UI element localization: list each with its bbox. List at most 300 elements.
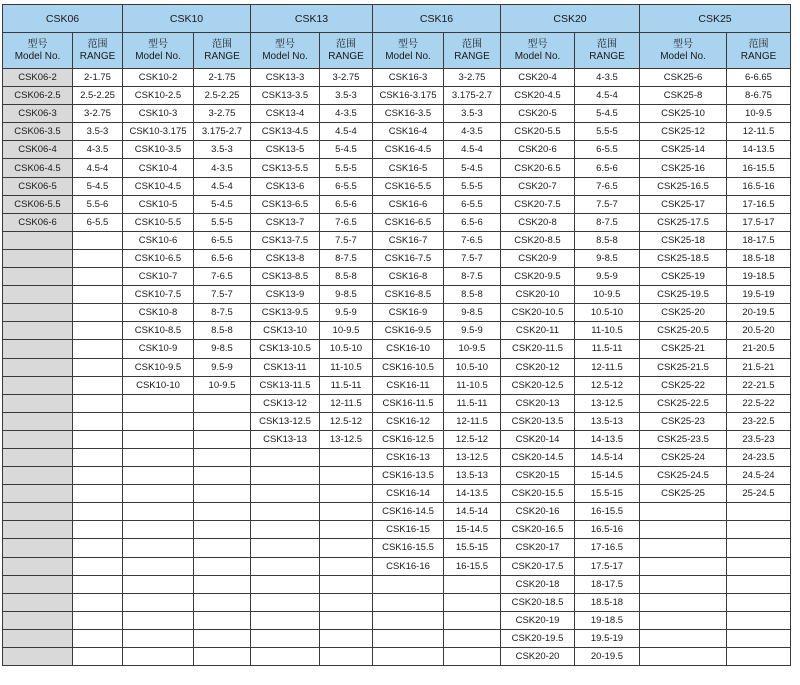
model-cell: CSK16-9 [373, 304, 444, 322]
range-cell: 3.5-3 [320, 87, 373, 105]
empty-cell [3, 485, 73, 503]
range-cell: 9-8.5 [194, 340, 251, 358]
range-cell: 5-4.5 [444, 159, 501, 177]
range-cell: 12-11.5 [320, 394, 373, 412]
model-cell: CSK20-9 [501, 249, 575, 267]
model-cell: CSK10-2 [123, 69, 194, 87]
table-row [3, 593, 791, 611]
empty-cell [727, 611, 791, 629]
empty-cell [251, 575, 320, 593]
empty-cell [640, 503, 727, 521]
range-cell: 22.5-22 [727, 394, 791, 412]
range-cell: 6.5-6 [320, 195, 373, 213]
range-cell: 8-7.5 [194, 304, 251, 322]
model-cell: CSK20-11 [501, 322, 575, 340]
empty-cell [3, 430, 73, 448]
model-cell: CSK13-9.5 [251, 304, 320, 322]
empty-cell [320, 485, 373, 503]
empty-cell [194, 593, 251, 611]
range-cell: 6-5.5 [320, 177, 373, 195]
range-cell: 7.5-7 [194, 286, 251, 304]
model-cell: CSK25-16 [640, 159, 727, 177]
model-cell: CSK06-4.5 [3, 159, 73, 177]
model-cell: CSK25-8 [640, 87, 727, 105]
model-cell: CSK20-8.5 [501, 231, 575, 249]
empty-cell [3, 286, 73, 304]
group-header-csk06: CSK06 [3, 5, 123, 33]
range-cell: 12.5-12 [320, 412, 373, 430]
model-cell: CSK20-5 [501, 105, 575, 123]
model-cell: CSK20-17 [501, 539, 575, 557]
model-cell: CSK16-11 [373, 376, 444, 394]
range-cell: 4.5-4 [320, 123, 373, 141]
empty-cell [320, 611, 373, 629]
empty-cell [73, 376, 123, 394]
table-row [3, 322, 791, 340]
table-row [3, 376, 791, 394]
empty-cell [3, 575, 73, 593]
empty-cell [73, 304, 123, 322]
model-cell: CSK20-16.5 [501, 521, 575, 539]
model-cell: CSK10-9 [123, 340, 194, 358]
range-cell: 4-3.5 [575, 69, 640, 87]
range-cell: 4-3.5 [444, 123, 501, 141]
table-row [3, 539, 791, 557]
empty-cell [73, 521, 123, 539]
empty-cell [194, 503, 251, 521]
model-cell: CSK25-25 [640, 485, 727, 503]
empty-cell [194, 467, 251, 485]
range-cell: 4.5-4 [575, 87, 640, 105]
model-cell: CSK13-4.5 [251, 123, 320, 141]
table-row [3, 159, 791, 177]
empty-cell [194, 557, 251, 575]
model-cell: CSK20-4.5 [501, 87, 575, 105]
range-cell: 8.5-8 [194, 322, 251, 340]
empty-cell [373, 593, 444, 611]
range-header-en: RANGE [328, 50, 364, 62]
range-cell: 21-20.5 [727, 340, 791, 358]
empty-cell [123, 539, 194, 557]
range-cell: 11.5-11 [320, 376, 373, 394]
empty-cell [3, 358, 73, 376]
model-cell: CSK25-20 [640, 304, 727, 322]
range-cell: 9-8.5 [320, 286, 373, 304]
model-cell: CSK25-24.5 [640, 467, 727, 485]
model-cell: CSK20-7.5 [501, 195, 575, 213]
empty-cell [3, 376, 73, 394]
empty-cell [3, 539, 73, 557]
range-cell: 18-17.5 [727, 231, 791, 249]
range-cell: 3-2.75 [320, 69, 373, 87]
empty-cell [73, 629, 123, 647]
empty-cell [251, 521, 320, 539]
model-cell: CSK20-16 [501, 503, 575, 521]
range-cell: 16.5-16 [727, 177, 791, 195]
empty-cell [444, 629, 501, 647]
range-cell: 4-3.5 [73, 141, 123, 159]
range-cell: 2-1.75 [73, 69, 123, 87]
range-cell: 19.5-19 [727, 286, 791, 304]
range-cell: 15.5-15 [444, 539, 501, 557]
table-row [3, 467, 791, 485]
model-cell: CSK16-12.5 [373, 430, 444, 448]
range-cell: 25-24.5 [727, 485, 791, 503]
range-cell: 10-9.5 [444, 340, 501, 358]
range-cell: 19.5-19 [575, 629, 640, 647]
range-header-en: RANGE [79, 50, 116, 62]
model-cell: CSK16-4.5 [373, 141, 444, 159]
model-cell: CSK16-13 [373, 448, 444, 466]
empty-cell [444, 611, 501, 629]
model-header-en: Model No. [135, 50, 181, 62]
range-cell: 10-9.5 [320, 322, 373, 340]
range-cell: 12.5-12 [444, 430, 501, 448]
range-cell: 6.5-6 [194, 249, 251, 267]
range-cell: 2-1.75 [194, 69, 251, 87]
model-cell: CSK20-9.5 [501, 268, 575, 286]
range-cell: 8-7.5 [444, 268, 501, 286]
model-cell: CSK25-23 [640, 412, 727, 430]
range-cell: 9.5-9 [320, 304, 373, 322]
table-row [3, 213, 791, 231]
model-header-cn: 型号 [673, 38, 693, 50]
empty-cell [251, 467, 320, 485]
range-cell: 3.5-3 [73, 123, 123, 141]
empty-cell [73, 539, 123, 557]
model-cell: CSK16-13.5 [373, 467, 444, 485]
empty-cell [123, 485, 194, 503]
range-cell: 5.5-5 [575, 123, 640, 141]
empty-cell [3, 611, 73, 629]
empty-cell [194, 539, 251, 557]
model-cell: CSK25-17 [640, 195, 727, 213]
empty-cell [251, 557, 320, 575]
table-row [3, 430, 791, 448]
model-cell: CSK16-7.5 [373, 249, 444, 267]
range-cell: 10.5-10 [575, 304, 640, 322]
model-cell: CSK13-5.5 [251, 159, 320, 177]
empty-cell [73, 249, 123, 267]
empty-cell [3, 268, 73, 286]
range-header-en: RANGE [204, 50, 240, 62]
table-row [3, 123, 791, 141]
range-cell: 8.5-8 [320, 268, 373, 286]
model-cell: CSK16-14 [373, 485, 444, 503]
table-row [3, 87, 791, 105]
model-cell: CSK13-6.5 [251, 195, 320, 213]
range-cell: 2.5-2.25 [194, 87, 251, 105]
empty-cell [3, 467, 73, 485]
empty-cell [194, 485, 251, 503]
model-cell: CSK13-9 [251, 286, 320, 304]
model-header [640, 33, 727, 69]
range-cell: 3.175-2.7 [444, 87, 501, 105]
range-header-en: RANGE [740, 50, 777, 62]
empty-cell [123, 430, 194, 448]
range-header-cn: 范围 [597, 38, 617, 50]
empty-cell [73, 557, 123, 575]
empty-cell [640, 629, 727, 647]
model-header [3, 33, 73, 69]
range-cell: 9.5-9 [444, 322, 501, 340]
table-row [3, 503, 791, 521]
table-row [3, 648, 791, 666]
model-cell: CSK20-15.5 [501, 485, 575, 503]
range-cell: 4-3.5 [320, 105, 373, 123]
range-cell: 5.5-5 [444, 177, 501, 195]
model-header-cn: 型号 [148, 38, 168, 50]
range-cell: 7.5-7 [320, 231, 373, 249]
table-row [3, 249, 791, 267]
model-cell: CSK10-8.5 [123, 322, 194, 340]
range-cell: 12-11.5 [727, 123, 791, 141]
empty-cell [194, 412, 251, 430]
empty-cell [251, 648, 320, 666]
model-header [373, 33, 444, 69]
empty-cell [3, 322, 73, 340]
model-cell: CSK16-5.5 [373, 177, 444, 195]
model-cell: CSK10-3.175 [123, 123, 194, 141]
empty-cell [727, 575, 791, 593]
empty-cell [373, 629, 444, 647]
range-cell: 19-18.5 [575, 611, 640, 629]
model-cell: CSK13-10.5 [251, 340, 320, 358]
model-cell: CSK16-14.5 [373, 503, 444, 521]
model-cell: CSK06-2.5 [3, 87, 73, 105]
model-cell: CSK06-3 [3, 105, 73, 123]
range-header [320, 33, 373, 69]
empty-cell [640, 539, 727, 557]
range-cell: 14.5-14 [575, 448, 640, 466]
empty-cell [123, 629, 194, 647]
empty-cell [727, 557, 791, 575]
empty-cell [194, 448, 251, 466]
range-cell: 20-19.5 [727, 304, 791, 322]
model-cell: CSK10-6.5 [123, 249, 194, 267]
model-cell: CSK20-13 [501, 394, 575, 412]
table-row [3, 557, 791, 575]
table-row [3, 286, 791, 304]
model-header-en: Model No. [660, 50, 706, 62]
empty-cell [73, 648, 123, 666]
model-cell: CSK13-8.5 [251, 268, 320, 286]
range-cell: 17-16.5 [575, 539, 640, 557]
range-cell: 5-4.5 [194, 195, 251, 213]
model-cell: CSK25-22.5 [640, 394, 727, 412]
model-cell: CSK25-19.5 [640, 286, 727, 304]
empty-cell [444, 593, 501, 611]
range-cell: 6-5.5 [73, 213, 123, 231]
empty-cell [3, 412, 73, 430]
empty-cell [320, 448, 373, 466]
sub-header-row [3, 33, 791, 69]
model-cell: CSK25-10 [640, 105, 727, 123]
model-cell: CSK10-5.5 [123, 213, 194, 231]
range-cell: 7.5-7 [444, 249, 501, 267]
group-header-row [3, 5, 791, 33]
spec-table [2, 4, 791, 666]
table-row [3, 105, 791, 123]
range-cell: 10-9.5 [727, 105, 791, 123]
model-cell: CSK25-19 [640, 268, 727, 286]
empty-cell [373, 648, 444, 666]
empty-cell [194, 629, 251, 647]
range-cell: 13.5-13 [444, 467, 501, 485]
empty-cell [727, 593, 791, 611]
empty-cell [251, 503, 320, 521]
empty-cell [3, 557, 73, 575]
range-cell: 9.5-9 [575, 268, 640, 286]
empty-cell [123, 575, 194, 593]
range-header [444, 33, 501, 69]
empty-cell [73, 358, 123, 376]
model-cell: CSK06-3.5 [3, 123, 73, 141]
model-cell: CSK25-14 [640, 141, 727, 159]
range-header-cn: 范围 [336, 38, 356, 50]
range-cell: 21.5-21 [727, 358, 791, 376]
model-cell: CSK20-7 [501, 177, 575, 195]
range-header-cn: 范围 [87, 38, 108, 50]
table-row [3, 340, 791, 358]
range-cell: 23-22.5 [727, 412, 791, 430]
range-cell: 3-2.75 [444, 69, 501, 87]
model-cell: CSK13-3 [251, 69, 320, 87]
empty-cell [373, 611, 444, 629]
range-cell: 5-4.5 [73, 177, 123, 195]
range-cell: 16.5-16 [575, 521, 640, 539]
range-header-en: RANGE [454, 50, 490, 62]
range-header [575, 33, 640, 69]
range-cell: 11-10.5 [444, 376, 501, 394]
empty-cell [251, 485, 320, 503]
model-header-cn: 型号 [27, 38, 48, 50]
empty-cell [73, 268, 123, 286]
table-row [3, 69, 791, 87]
model-cell: CSK13-11 [251, 358, 320, 376]
range-cell: 3.5-3 [444, 105, 501, 123]
empty-cell [320, 593, 373, 611]
range-cell: 3-2.75 [194, 105, 251, 123]
empty-cell [194, 611, 251, 629]
empty-cell [251, 611, 320, 629]
range-cell: 10.5-10 [444, 358, 501, 376]
empty-cell [194, 394, 251, 412]
model-cell: CSK06-5.5 [3, 195, 73, 213]
model-cell: CSK20-6 [501, 141, 575, 159]
model-cell: CSK13-10 [251, 322, 320, 340]
model-cell: CSK16-8.5 [373, 286, 444, 304]
range-cell: 17.5-17 [727, 213, 791, 231]
model-cell: CSK20-5.5 [501, 123, 575, 141]
range-cell: 7-6.5 [575, 177, 640, 195]
model-header [123, 33, 194, 69]
table-row [3, 611, 791, 629]
model-header-en: Model No. [385, 50, 431, 62]
range-cell: 9-8.5 [575, 249, 640, 267]
empty-cell [373, 575, 444, 593]
model-cell: CSK25-18 [640, 231, 727, 249]
range-cell: 11-10.5 [320, 358, 373, 376]
range-cell: 6.5-6 [575, 159, 640, 177]
model-header-en: Model No. [514, 50, 561, 62]
range-cell: 7-6.5 [194, 268, 251, 286]
model-cell: CSK20-10 [501, 286, 575, 304]
model-cell: CSK20-18 [501, 575, 575, 593]
model-cell: CSK25-16.5 [640, 177, 727, 195]
model-cell: CSK10-8 [123, 304, 194, 322]
table-row [3, 629, 791, 647]
empty-cell [320, 648, 373, 666]
empty-cell [640, 611, 727, 629]
model-cell: CSK10-4 [123, 159, 194, 177]
model-cell: CSK20-19.5 [501, 629, 575, 647]
model-cell: CSK16-3.175 [373, 87, 444, 105]
range-cell: 16-15.5 [444, 557, 501, 575]
model-cell: CSK13-7.5 [251, 231, 320, 249]
range-cell: 22-21.5 [727, 376, 791, 394]
range-header [73, 33, 123, 69]
model-cell: CSK13-4 [251, 105, 320, 123]
model-cell: CSK25-12 [640, 123, 727, 141]
group-header-csk20: CSK20 [501, 5, 640, 33]
empty-cell [73, 467, 123, 485]
group-header-csk10: CSK10 [123, 5, 251, 33]
range-cell: 8.5-8 [444, 286, 501, 304]
range-cell: 6-5.5 [194, 231, 251, 249]
empty-cell [727, 503, 791, 521]
model-cell: CSK20-10.5 [501, 304, 575, 322]
empty-cell [3, 249, 73, 267]
empty-cell [123, 611, 194, 629]
range-cell: 13-12.5 [444, 448, 501, 466]
model-cell: CSK20-18.5 [501, 593, 575, 611]
empty-cell [3, 593, 73, 611]
model-cell: CSK13-3.5 [251, 87, 320, 105]
empty-cell [73, 412, 123, 430]
empty-cell [640, 557, 727, 575]
model-cell: CSK16-5 [373, 159, 444, 177]
model-cell: CSK20-20 [501, 648, 575, 666]
range-cell: 18-17.5 [575, 575, 640, 593]
empty-cell [123, 394, 194, 412]
range-header-cn: 范围 [748, 38, 769, 50]
model-cell: CSK10-7 [123, 268, 194, 286]
empty-cell [444, 648, 501, 666]
range-cell: 13-12.5 [575, 394, 640, 412]
table-row [3, 448, 791, 466]
model-cell: CSK16-3 [373, 69, 444, 87]
empty-cell [727, 539, 791, 557]
table-row [3, 195, 791, 213]
empty-cell [73, 575, 123, 593]
model-cell: CSK16-9.5 [373, 322, 444, 340]
range-cell: 14-13.5 [444, 485, 501, 503]
empty-cell [320, 575, 373, 593]
empty-cell [194, 575, 251, 593]
model-cell: CSK25-21 [640, 340, 727, 358]
empty-cell [640, 575, 727, 593]
empty-cell [251, 629, 320, 647]
range-cell: 16-15.5 [727, 159, 791, 177]
range-cell: 5.5-6 [73, 195, 123, 213]
range-cell: 15-14.5 [575, 467, 640, 485]
empty-cell [727, 521, 791, 539]
empty-cell [123, 467, 194, 485]
model-cell: CSK10-6 [123, 231, 194, 249]
model-cell: CSK13-12 [251, 394, 320, 412]
model-cell: CSK20-15 [501, 467, 575, 485]
